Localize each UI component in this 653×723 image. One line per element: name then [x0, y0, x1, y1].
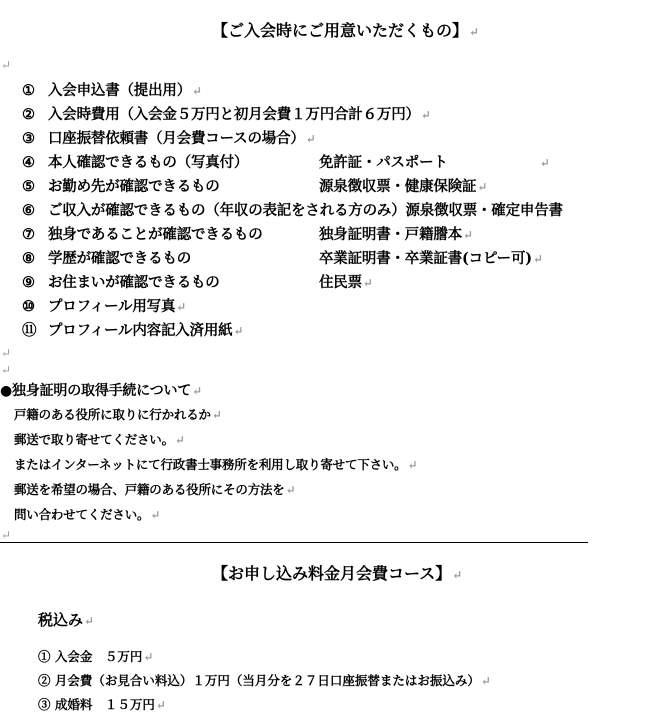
single-cert-line: 問い合わせてください。↵ [14, 507, 161, 522]
single-cert-line: 郵送を希望の場合、戸籍のある役所にその方法を↵ [14, 482, 296, 497]
return-mark-icon: ↵ [463, 228, 473, 242]
list-item: ⑥ ご収入が確認できるもの（年収の表記をされる方のみ）源泉徴収票・確定申告書 [22, 202, 563, 219]
document-examples: 源泉徴収票・健康保険証↵ [319, 178, 488, 195]
return-mark-icon: ↵ [192, 384, 202, 398]
list-item: ⑨ お住まいが確認できるもの 住民票↵ [22, 271, 220, 292]
list-item: ④ 本人確認できるもの（写真付） 免許証・パスポート ↵ [22, 151, 248, 172]
fee-item: ① 入会金 ５万円↵ [38, 649, 154, 664]
return-mark-icon: ↵ [1, 528, 12, 542]
return-mark-icon: ↵ [84, 614, 95, 628]
single-cert-line: 戸籍のある役所に取りに行かれるか↵ [14, 407, 222, 422]
fee-item: ③ 成婚料 １５万円↵ [38, 697, 166, 712]
return-mark-icon: ↵ [233, 324, 244, 338]
document-examples: 住民票↵ [319, 274, 373, 291]
list-item: ② 入会時費用（入会金５万円と初月会費１万円合計６万円）↵ [22, 106, 431, 123]
document-examples: 源泉徴収票・確定申告書 [405, 202, 563, 219]
document-examples: 独身証明書・戸籍謄本↵ [319, 226, 473, 243]
single-cert-heading: ●独身証明の取得手続について↵ [0, 383, 202, 399]
single-cert-line: 郵送で取り寄せてください。↵ [14, 432, 185, 447]
return-mark-icon: ↵ [469, 25, 480, 39]
return-mark-icon: ↵ [477, 180, 488, 194]
list-item: ⑧ 学歴が確認できるもの 卒業証明書・卒業証書(コピー可)↵ [22, 247, 191, 268]
return-mark-icon: ↵ [1, 363, 12, 377]
document-examples: 卒業証明書・卒業証書(コピー可)↵ [319, 250, 543, 267]
return-mark-icon: ↵ [420, 108, 431, 122]
return-mark-icon: ↵ [1, 58, 12, 72]
return-mark-icon: ↵ [407, 458, 418, 472]
list-item: ③ 口座振替依頼書（月会費コースの場合）↵ [22, 130, 316, 147]
list-item: ⑩ プロフィール用写真↵ [22, 298, 187, 315]
list-item: ① 入会申込書（提出用）↵ [22, 82, 202, 99]
section2-title: 【お申し込み料金月会費コース】↵ [212, 564, 463, 583]
return-mark-icon: ↵ [150, 508, 161, 522]
single-cert-line: またはインターネットにて行政書士事務所を利用し取り寄せて下さい。↵ [14, 457, 418, 472]
list-item: ⑪ プロフィール内容記入済用紙↵ [22, 322, 244, 339]
return-mark-icon: ↵ [480, 674, 491, 688]
section1-title: 【ご入会時にご用意いただくもの】↵ [212, 21, 480, 40]
return-mark-icon: ↵ [532, 252, 543, 266]
fee-item: ② 月会費（お見合い料込）１万円（当月分を２７日口座振替またはお振込み）↵ [38, 673, 491, 688]
return-mark-icon: ↵ [1, 346, 12, 360]
document-examples: 免許証・パスポート ↵ [319, 154, 550, 171]
return-mark-icon: ↵ [211, 408, 222, 422]
section-divider [0, 542, 588, 543]
return-mark-icon: ↵ [285, 483, 296, 497]
return-mark-icon: ↵ [539, 156, 550, 170]
list-item: ⑦ 独身であることが確認できるもの 独身証明書・戸籍謄本↵ [22, 223, 263, 244]
return-mark-icon: ↵ [362, 276, 373, 290]
return-mark-icon: ↵ [155, 698, 166, 712]
return-mark-icon: ↵ [452, 568, 463, 582]
list-item: ⑤ お勤め先が確認できるもの 源泉徴収票・健康保険証↵ [22, 175, 220, 196]
return-mark-icon: ↵ [143, 650, 154, 664]
return-mark-icon: ↵ [176, 300, 187, 314]
return-mark-icon: ↵ [305, 132, 316, 146]
return-mark-icon: ↵ [192, 84, 202, 98]
tax-included-label: 税込み↵ [38, 611, 95, 629]
return-mark-icon: ↵ [174, 433, 185, 447]
